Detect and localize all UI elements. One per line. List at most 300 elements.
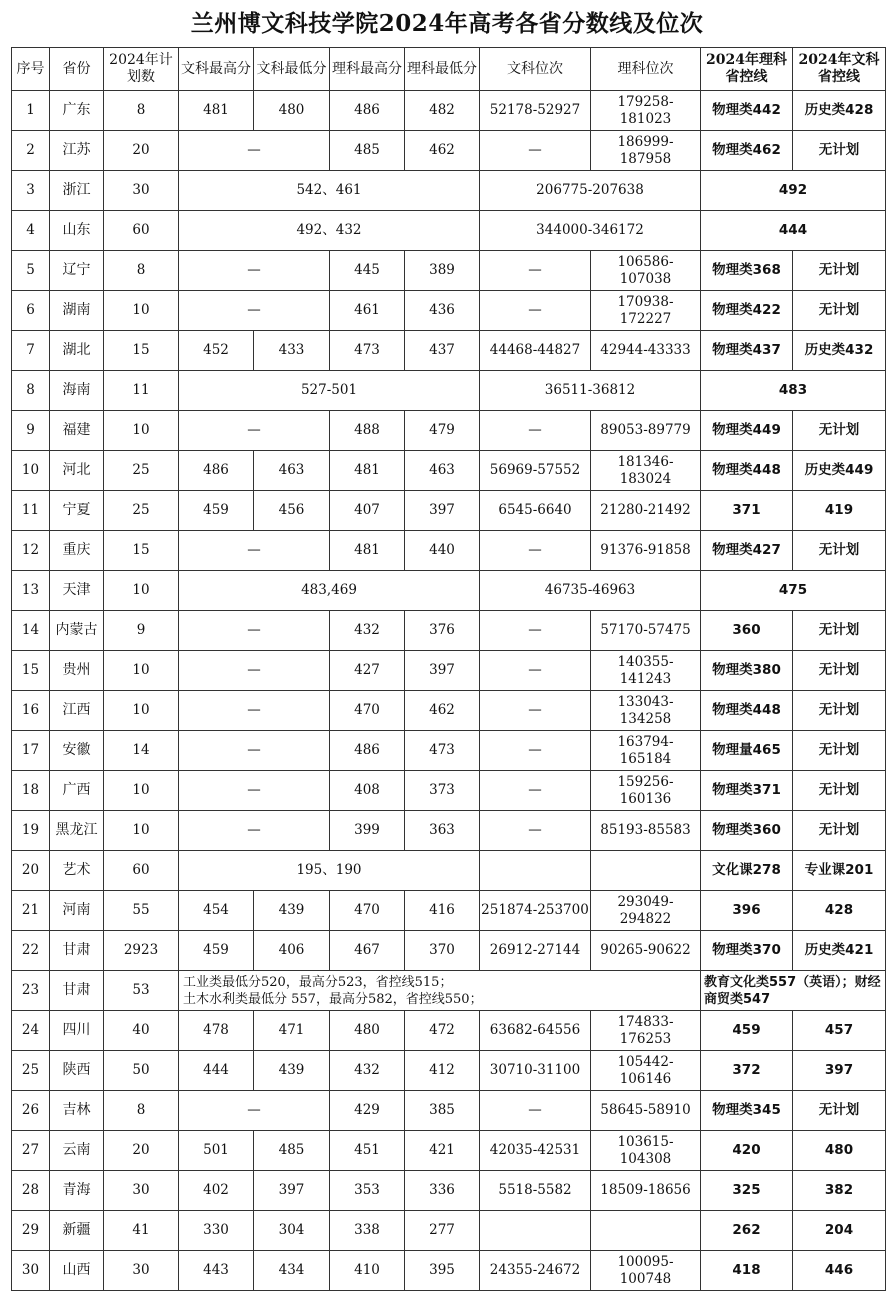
cell-wen-min: 397	[254, 1171, 330, 1211]
cell-wen-rank: —	[480, 691, 591, 731]
cell-plan: 25	[104, 451, 179, 491]
cell-wen-ctrl: 无计划	[793, 1091, 886, 1131]
cell-plan: 8	[104, 91, 179, 131]
cell-wen-ctrl: 历史类432	[793, 331, 886, 371]
cell-wen-score-merged: —	[179, 1091, 330, 1131]
cell-merged-score: 195、190	[179, 851, 480, 891]
cell-seq: 2	[12, 131, 50, 171]
cell-li-min: 462	[405, 691, 480, 731]
cell-province: 天津	[50, 571, 104, 611]
cell-plan: 8	[104, 1091, 179, 1131]
cell-wen-ctrl: 无计划	[793, 131, 886, 171]
cell-wen-max: 443	[179, 1251, 254, 1291]
cell-li-ctrl: 物理类437	[701, 331, 793, 371]
cell-li-min: 385	[405, 1091, 480, 1131]
cell-li-rank: 106586-107038	[591, 251, 701, 291]
cell-wen-max: 459	[179, 491, 254, 531]
cell-wen-rank: —	[480, 1091, 591, 1131]
cell-li-rank: 293049-294822	[591, 891, 701, 931]
table-row	[12, 131, 886, 171]
cell-li-rank: 21280-21492	[591, 491, 701, 531]
cell-li-min: 336	[405, 1171, 480, 1211]
cell-wen-rank: 56969-57552	[480, 451, 591, 491]
cell-wen-score-merged: —	[179, 131, 330, 171]
cell-province: 江西	[50, 691, 104, 731]
cell-plan: 25	[104, 491, 179, 531]
table-row	[12, 651, 886, 691]
cell-wen-ctrl: 无计划	[793, 731, 886, 771]
cell-wen-ctrl: 204	[793, 1211, 886, 1251]
cell-seq: 1	[12, 91, 50, 131]
cell-plan: 30	[104, 171, 179, 211]
cell-wen-ctrl: 397	[793, 1051, 886, 1091]
cell-wen-ctrl: 无计划	[793, 611, 886, 651]
cell-wen-score-merged: —	[179, 251, 330, 291]
cell-wen-max: 454	[179, 891, 254, 931]
cell-province: 江苏	[50, 131, 104, 171]
cell-li-max: 481	[330, 531, 405, 571]
cell-seq: 25	[12, 1051, 50, 1091]
cell-li-ctrl: 262	[701, 1211, 793, 1251]
cell-seq: 8	[12, 371, 50, 411]
cell-wen-rank: 24355-24672	[480, 1251, 591, 1291]
cell-li-rank: 91376-91858	[591, 531, 701, 571]
cell-wen-min: 471	[254, 1011, 330, 1051]
cell-li-max: 338	[330, 1211, 405, 1251]
header-li-min: 理科最低分	[405, 48, 480, 91]
cell-province: 重庆	[50, 531, 104, 571]
cell-plan: 20	[104, 131, 179, 171]
cell-wen-max: 444	[179, 1051, 254, 1091]
table-row	[12, 1011, 886, 1051]
cell-li-rank: 181346-183024	[591, 451, 701, 491]
cell-wen-max: 486	[179, 451, 254, 491]
cell-wen-rank: —	[480, 411, 591, 451]
cell-seq: 4	[12, 211, 50, 251]
cell-li-ctrl: 372	[701, 1051, 793, 1091]
cell-plan: 15	[104, 331, 179, 371]
cell-province: 湖南	[50, 291, 104, 331]
cell-wen-score-merged: —	[179, 611, 330, 651]
cell-li-min: 421	[405, 1131, 480, 1171]
cell-plan: 10	[104, 291, 179, 331]
cell-seq: 10	[12, 451, 50, 491]
cell-li-min: 463	[405, 451, 480, 491]
cell-wen-rank: —	[480, 131, 591, 171]
table-row	[12, 491, 886, 531]
table-row	[12, 1171, 886, 1211]
cell-wen-min: 433	[254, 331, 330, 371]
cell-li-min: 412	[405, 1051, 480, 1091]
cell-li-max: 470	[330, 691, 405, 731]
cell-seq: 26	[12, 1091, 50, 1131]
cell-seq: 13	[12, 571, 50, 611]
cell-li-min: 277	[405, 1211, 480, 1251]
cell-wen-min: 480	[254, 91, 330, 131]
cell-province: 辽宁	[50, 251, 104, 291]
cell-li-rank: 57170-57475	[591, 611, 701, 651]
cell-wen-score-merged: —	[179, 411, 330, 451]
cell-wen-max: 452	[179, 331, 254, 371]
cell-seq: 15	[12, 651, 50, 691]
cell-wen-ctrl: 无计划	[793, 691, 886, 731]
cell-province: 艺术	[50, 851, 104, 891]
cell-merged-ctrl: 492	[701, 171, 886, 211]
cell-li-min: 370	[405, 931, 480, 971]
cell-wen-rank: —	[480, 251, 591, 291]
cell-li-rank: 163794-165184	[591, 731, 701, 771]
cell-li-ctrl: 物理类449	[701, 411, 793, 451]
cell-li-min: 395	[405, 1251, 480, 1291]
cell-merged-rank: 344000-346172	[480, 211, 701, 251]
cell-plan: 53	[104, 971, 179, 1011]
cell-li-min: 397	[405, 491, 480, 531]
cell-ctrl-note: 教育文化类557（英语）；财经商贸类547	[701, 971, 886, 1011]
cell-province: 广东	[50, 91, 104, 131]
cell-li-max: 467	[330, 931, 405, 971]
table-row	[12, 171, 886, 211]
cell-wen-min: 434	[254, 1251, 330, 1291]
cell-wen-rank: 5518-5582	[480, 1171, 591, 1211]
cell-seq: 3	[12, 171, 50, 211]
cell-li-max: 481	[330, 451, 405, 491]
table-row	[12, 971, 886, 1011]
cell-li-max: 429	[330, 1091, 405, 1131]
table-row	[12, 451, 886, 491]
cell-seq: 5	[12, 251, 50, 291]
cell-li-max: 432	[330, 1051, 405, 1091]
table-row	[12, 571, 886, 611]
cell-li-max: 488	[330, 411, 405, 451]
cell-wen-rank: 251874-253700	[480, 891, 591, 931]
cell-seq: 21	[12, 891, 50, 931]
note-line: 土木水利类最低分 557，最高分582，省控线550；	[183, 991, 483, 1007]
cell-wen-ctrl: 历史类421	[793, 931, 886, 971]
header-wen-min: 文科最低分	[254, 48, 330, 91]
table-row	[12, 611, 886, 651]
cell-li-ctrl: 文化课278	[701, 851, 793, 891]
cell-province: 陕西	[50, 1051, 104, 1091]
cell-plan: 10	[104, 571, 179, 611]
cell-wen-rank: —	[480, 651, 591, 691]
cell-seq: 24	[12, 1011, 50, 1051]
cell-li-ctrl: 物理类448	[701, 451, 793, 491]
cell-li-max: 473	[330, 331, 405, 371]
cell-plan: 20	[104, 1131, 179, 1171]
cell-wen-max: 402	[179, 1171, 254, 1211]
cell-plan: 10	[104, 771, 179, 811]
cell-wen-rank	[480, 851, 591, 891]
cell-li-rank: 179258-181023	[591, 91, 701, 131]
cell-wen-ctrl: 历史类449	[793, 451, 886, 491]
cell-province: 云南	[50, 1131, 104, 1171]
cell-wen-score-merged: —	[179, 651, 330, 691]
cell-li-rank: 140355-141243	[591, 651, 701, 691]
cell-wen-score-merged: —	[179, 811, 330, 851]
cell-li-ctrl: 物理类427	[701, 531, 793, 571]
cell-province: 山东	[50, 211, 104, 251]
cell-li-rank: 100095-100748	[591, 1251, 701, 1291]
cell-li-min: 482	[405, 91, 480, 131]
cell-wen-ctrl: 无计划	[793, 811, 886, 851]
cell-li-min: 440	[405, 531, 480, 571]
cell-plan: 10	[104, 651, 179, 691]
cell-li-max: 410	[330, 1251, 405, 1291]
table-row	[12, 811, 886, 851]
header-plan: 2024年计划数	[104, 48, 179, 91]
cell-li-ctrl: 物理类368	[701, 251, 793, 291]
cell-province: 甘肃	[50, 931, 104, 971]
cell-li-max: 408	[330, 771, 405, 811]
cell-seq: 23	[12, 971, 50, 1011]
cell-seq: 17	[12, 731, 50, 771]
cell-li-max: 451	[330, 1131, 405, 1171]
cell-li-ctrl: 物理类380	[701, 651, 793, 691]
cell-wen-score-merged: —	[179, 531, 330, 571]
cell-plan: 55	[104, 891, 179, 931]
cell-plan: 8	[104, 251, 179, 291]
cell-seq: 19	[12, 811, 50, 851]
table-row	[12, 931, 886, 971]
cell-li-min: 472	[405, 1011, 480, 1051]
cell-li-rank	[591, 1211, 701, 1251]
cell-wen-rank: —	[480, 291, 591, 331]
cell-wen-min: 485	[254, 1131, 330, 1171]
cell-li-rank: 105442-106146	[591, 1051, 701, 1091]
cell-province: 山西	[50, 1251, 104, 1291]
cell-li-min: 376	[405, 611, 480, 651]
cell-seq: 9	[12, 411, 50, 451]
table-row	[12, 771, 886, 811]
cell-seq: 28	[12, 1171, 50, 1211]
cell-plan: 41	[104, 1211, 179, 1251]
header-li-ctrl: 2024年理科省控线	[701, 48, 793, 91]
cell-plan: 40	[104, 1011, 179, 1051]
header-wen-rank: 文科位次	[480, 48, 591, 91]
cell-wen-rank: 42035-42531	[480, 1131, 591, 1171]
cell-li-ctrl: 物理类448	[701, 691, 793, 731]
cell-province: 吉林	[50, 1091, 104, 1131]
cell-province: 湖北	[50, 331, 104, 371]
header-wen-ctrl: 2024年文科省控线	[793, 48, 886, 91]
cell-merged-score: 542、461	[179, 171, 480, 211]
cell-li-ctrl: 418	[701, 1251, 793, 1291]
cell-li-max: 486	[330, 731, 405, 771]
cell-plan: 50	[104, 1051, 179, 1091]
table-row	[12, 1211, 886, 1251]
cell-seq: 27	[12, 1131, 50, 1171]
cell-seq: 7	[12, 331, 50, 371]
cell-li-min: 373	[405, 771, 480, 811]
cell-li-rank: 133043-134258	[591, 691, 701, 731]
cell-province: 河北	[50, 451, 104, 491]
cell-merged-score: 483,469	[179, 571, 480, 611]
cell-merged-rank: 206775-207638	[480, 171, 701, 211]
cell-wen-rank: —	[480, 811, 591, 851]
header-li-max: 理科最高分	[330, 48, 405, 91]
cell-wen-ctrl: 无计划	[793, 291, 886, 331]
cell-wen-score-merged: —	[179, 291, 330, 331]
cell-li-ctrl: 物理类371	[701, 771, 793, 811]
cell-wen-ctrl: 480	[793, 1131, 886, 1171]
cell-province: 海南	[50, 371, 104, 411]
cell-province: 安徽	[50, 731, 104, 771]
cell-li-min: 397	[405, 651, 480, 691]
cell-wen-min: 456	[254, 491, 330, 531]
cell-wen-score-merged: —	[179, 771, 330, 811]
cell-merged-ctrl: 444	[701, 211, 886, 251]
cell-province: 黑龙江	[50, 811, 104, 851]
table-row	[12, 1251, 886, 1291]
cell-li-rank: 18509-18656	[591, 1171, 701, 1211]
cell-merged-score: 492、432	[179, 211, 480, 251]
cell-wen-rank: —	[480, 731, 591, 771]
cell-plan: 9	[104, 611, 179, 651]
cell-seq: 22	[12, 931, 50, 971]
cell-merged-note	[179, 971, 701, 1011]
table-row	[12, 411, 886, 451]
cell-wen-ctrl: 专业课201	[793, 851, 886, 891]
table-row	[12, 331, 886, 371]
table-row	[12, 1131, 886, 1171]
table-row	[12, 1051, 886, 1091]
table-row	[12, 851, 886, 891]
cell-li-ctrl: 325	[701, 1171, 793, 1211]
cell-plan: 60	[104, 211, 179, 251]
cell-plan: 2923	[104, 931, 179, 971]
cell-wen-min: 463	[254, 451, 330, 491]
cell-wen-rank: 6545-6640	[480, 491, 591, 531]
table-row	[12, 91, 886, 131]
cell-province: 广西	[50, 771, 104, 811]
note-line: 工业类最低分520，最高分523，省控线515；	[183, 974, 453, 990]
cell-wen-ctrl: 无计划	[793, 651, 886, 691]
cell-wen-min: 304	[254, 1211, 330, 1251]
cell-wen-max: 478	[179, 1011, 254, 1051]
header-row	[12, 48, 886, 91]
cell-wen-ctrl: 无计划	[793, 251, 886, 291]
cell-li-min: 389	[405, 251, 480, 291]
cell-li-rank: 58645-58910	[591, 1091, 701, 1131]
cell-wen-rank: —	[480, 771, 591, 811]
cell-li-ctrl: 物理类370	[701, 931, 793, 971]
cell-merged-ctrl: 475	[701, 571, 886, 611]
cell-merged-score: 527-501	[179, 371, 480, 411]
cell-seq: 29	[12, 1211, 50, 1251]
cell-li-ctrl: 459	[701, 1011, 793, 1051]
cell-plan: 14	[104, 731, 179, 771]
cell-plan: 15	[104, 531, 179, 571]
cell-wen-score-merged: —	[179, 691, 330, 731]
cell-plan: 60	[104, 851, 179, 891]
cell-li-max: 486	[330, 91, 405, 131]
cell-province: 浙江	[50, 171, 104, 211]
cell-merged-rank: 36511-36812	[480, 371, 701, 411]
cell-wen-ctrl: 无计划	[793, 531, 886, 571]
cell-li-max: 353	[330, 1171, 405, 1211]
table-row	[12, 1091, 886, 1131]
cell-merged-rank: 46735-46963	[480, 571, 701, 611]
cell-wen-rank: —	[480, 611, 591, 651]
cell-wen-rank: 63682-64556	[480, 1011, 591, 1051]
cell-li-max: 470	[330, 891, 405, 931]
cell-li-rank: 170938-172227	[591, 291, 701, 331]
cell-seq: 20	[12, 851, 50, 891]
cell-li-max: 399	[330, 811, 405, 851]
table-row	[12, 691, 886, 731]
cell-li-max: 432	[330, 611, 405, 651]
cell-li-rank: 42944-43333	[591, 331, 701, 371]
cell-li-rank: 103615-104308	[591, 1131, 701, 1171]
cell-plan: 11	[104, 371, 179, 411]
cell-li-ctrl: 396	[701, 891, 793, 931]
cell-province: 河南	[50, 891, 104, 931]
cell-li-max: 485	[330, 131, 405, 171]
cell-province: 四川	[50, 1011, 104, 1051]
cell-province: 内蒙古	[50, 611, 104, 651]
table-row	[12, 251, 886, 291]
cell-wen-max: 481	[179, 91, 254, 131]
header-seq: 序号	[12, 48, 50, 91]
cell-wen-max: 330	[179, 1211, 254, 1251]
table-row	[12, 891, 886, 931]
cell-li-ctrl: 物理类442	[701, 91, 793, 131]
cell-li-min: 479	[405, 411, 480, 451]
cell-wen-max: 501	[179, 1131, 254, 1171]
table-row	[12, 531, 886, 571]
cell-li-min: 363	[405, 811, 480, 851]
cell-wen-ctrl: 无计划	[793, 411, 886, 451]
cell-province: 甘肃	[50, 971, 104, 1011]
cell-li-ctrl: 371	[701, 491, 793, 531]
cell-li-min: 437	[405, 331, 480, 371]
cell-li-rank: 159256-160136	[591, 771, 701, 811]
cell-li-max: 445	[330, 251, 405, 291]
cell-li-max: 407	[330, 491, 405, 531]
cell-merged-ctrl: 483	[701, 371, 886, 411]
table-row	[12, 731, 886, 771]
cell-wen-min: 439	[254, 891, 330, 931]
cell-li-rank: 186999-187958	[591, 131, 701, 171]
cell-li-rank: 90265-90622	[591, 931, 701, 971]
cell-wen-ctrl: 419	[793, 491, 886, 531]
cell-wen-rank: 44468-44827	[480, 331, 591, 371]
cell-plan: 10	[104, 811, 179, 851]
cell-wen-min: 406	[254, 931, 330, 971]
cell-wen-max: 459	[179, 931, 254, 971]
cell-wen-rank: 30710-31100	[480, 1051, 591, 1091]
cell-li-ctrl: 物理类345	[701, 1091, 793, 1131]
header-province: 省份	[50, 48, 104, 91]
cell-wen-rank: —	[480, 531, 591, 571]
cell-li-min: 462	[405, 131, 480, 171]
cell-plan: 30	[104, 1171, 179, 1211]
header-wen-max: 文科最高分	[179, 48, 254, 91]
table-row	[12, 371, 886, 411]
cell-wen-ctrl: 382	[793, 1171, 886, 1211]
cell-wen-rank: 26912-27144	[480, 931, 591, 971]
page-title: 兰州博文科技学院2024年高考各省分数线及位次	[190, 10, 704, 37]
cell-wen-ctrl: 历史类428	[793, 91, 886, 131]
cell-li-ctrl: 360	[701, 611, 793, 651]
cell-wen-ctrl: 无计划	[793, 771, 886, 811]
cell-seq: 30	[12, 1251, 50, 1291]
cell-seq: 6	[12, 291, 50, 331]
cell-li-rank: 174833-176253	[591, 1011, 701, 1051]
cell-plan: 10	[104, 691, 179, 731]
cell-wen-rank	[480, 1211, 591, 1251]
header-li-rank: 理科位次	[591, 48, 701, 91]
